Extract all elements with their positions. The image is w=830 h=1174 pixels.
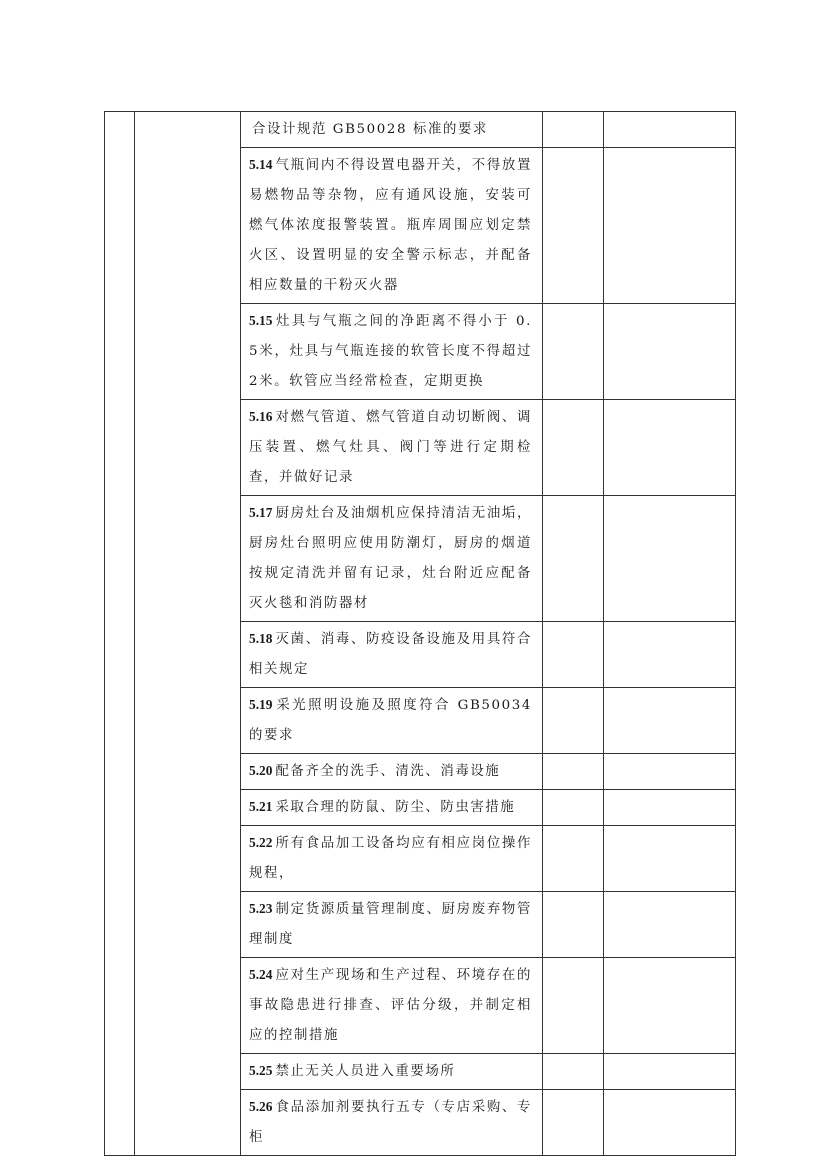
remark-cell <box>604 1090 736 1156</box>
item-number: 5.22 <box>249 835 273 850</box>
result-cell <box>543 892 604 958</box>
requirement-cell <box>241 892 543 958</box>
item-text: 制定货源质量管理制度、厨房废弃物管理制度 <box>249 902 532 947</box>
remark-cell <box>604 622 736 688</box>
result-cell <box>543 754 604 790</box>
remark-cell <box>604 688 736 754</box>
remark-cell <box>604 496 736 622</box>
item-text: 所有食品加工设备均应有相应岗位操作规程， <box>249 836 532 881</box>
item-text: 禁止无关人员进入重要场所 <box>275 1064 456 1079</box>
result-cell <box>543 112 604 148</box>
requirement-cell <box>241 790 543 826</box>
item-number: 5.18 <box>249 631 273 646</box>
requirement-cell <box>241 1090 543 1156</box>
requirement-cell <box>241 754 543 790</box>
requirement-cell <box>241 688 543 754</box>
item-number: 5.14 <box>249 157 273 172</box>
remark-cell <box>604 826 736 892</box>
item-number: 5.21 <box>249 799 273 814</box>
remark-cell <box>604 1054 736 1090</box>
result-cell <box>543 826 604 892</box>
remark-cell <box>604 958 736 1054</box>
item-text: 采取合理的防鼠、防尘、防虫害措施 <box>275 800 516 815</box>
requirement-cell <box>241 400 543 496</box>
result-cell <box>543 958 604 1054</box>
requirement-cell <box>241 148 543 304</box>
result-cell <box>543 1090 604 1156</box>
requirement-cell <box>241 304 543 400</box>
item-text: 灶具与气瓶之间的净距离不得小于 0.5米，灶具与气瓶连接的软管长度不得超过 2米。软管应当经常检查，定期更换 <box>249 314 532 389</box>
table-body <box>105 112 736 1156</box>
category-cell <box>105 112 135 1156</box>
remark-cell <box>604 112 736 148</box>
item-text: 采光照明设施及照度符合 GB50034 的要求 <box>249 698 532 743</box>
remark-cell <box>604 400 736 496</box>
item-number: 5.19 <box>249 697 273 712</box>
requirement-cell <box>241 496 543 622</box>
subcategory-cell <box>135 112 241 1156</box>
item-text: 合设计规范 GB50028 标准的要求 <box>252 122 488 137</box>
item-text: 应对生产现场和生产过程、环境存在的事故隐患进行排查、评估分级，并制定相应的控制措施 <box>249 968 532 1043</box>
table-row <box>105 112 736 148</box>
item-number: 5.23 <box>249 901 273 916</box>
item-number: 5.25 <box>249 1063 273 1078</box>
item-number: 5.26 <box>249 1099 273 1114</box>
result-cell <box>543 304 604 400</box>
requirement-cell <box>241 826 543 892</box>
item-text: 对燃气管道、燃气管道自动切断阀、调压装置、燃气灶具、阀门等进行定期检查，并做好记录 <box>249 410 532 485</box>
item-number: 5.17 <box>249 505 273 520</box>
item-number: 5.24 <box>249 967 273 982</box>
result-cell <box>543 496 604 622</box>
remark-cell <box>604 148 736 304</box>
requirement-cell <box>241 622 543 688</box>
remark-cell <box>604 304 736 400</box>
requirement-cell <box>241 112 543 148</box>
item-text: 食品添加剂要执行五专（专店采购、专柜 <box>249 1100 532 1145</box>
requirement-cell <box>241 958 543 1054</box>
result-cell <box>543 622 604 688</box>
item-number: 5.20 <box>249 763 273 778</box>
result-cell <box>543 790 604 826</box>
result-cell <box>543 688 604 754</box>
remark-cell <box>604 892 736 958</box>
result-cell <box>543 1054 604 1090</box>
requirement-cell <box>241 1054 543 1090</box>
remark-cell <box>604 790 736 826</box>
remark-cell <box>604 754 736 790</box>
result-cell <box>543 148 604 304</box>
inspection-table <box>104 111 736 1156</box>
item-number: 5.16 <box>249 409 273 424</box>
item-text: 气瓶间内不得设置电器开关，不得放置易燃物品等杂物，应有通风设施，安装可燃气体浓度报警装置。瓶库周围应划定禁火区、设置明显的安全警示标志，并配备相应数量的干粉灭火器 <box>249 158 532 293</box>
item-text: 配备齐全的洗手、清洗、消毒设施 <box>275 764 501 779</box>
result-cell <box>543 400 604 496</box>
item-number: 5.15 <box>249 313 273 328</box>
item-text: 厨房灶台及油烟机应保持清洁无油垢，厨房灶台照明应使用防潮灯，厨房的烟道按规定清洗并留有记录，灶台附近应配备灭火毯和消防器材 <box>249 506 532 611</box>
item-text: 灭菌、消毒、防疫设备设施及用具符合相关规定 <box>249 632 532 677</box>
